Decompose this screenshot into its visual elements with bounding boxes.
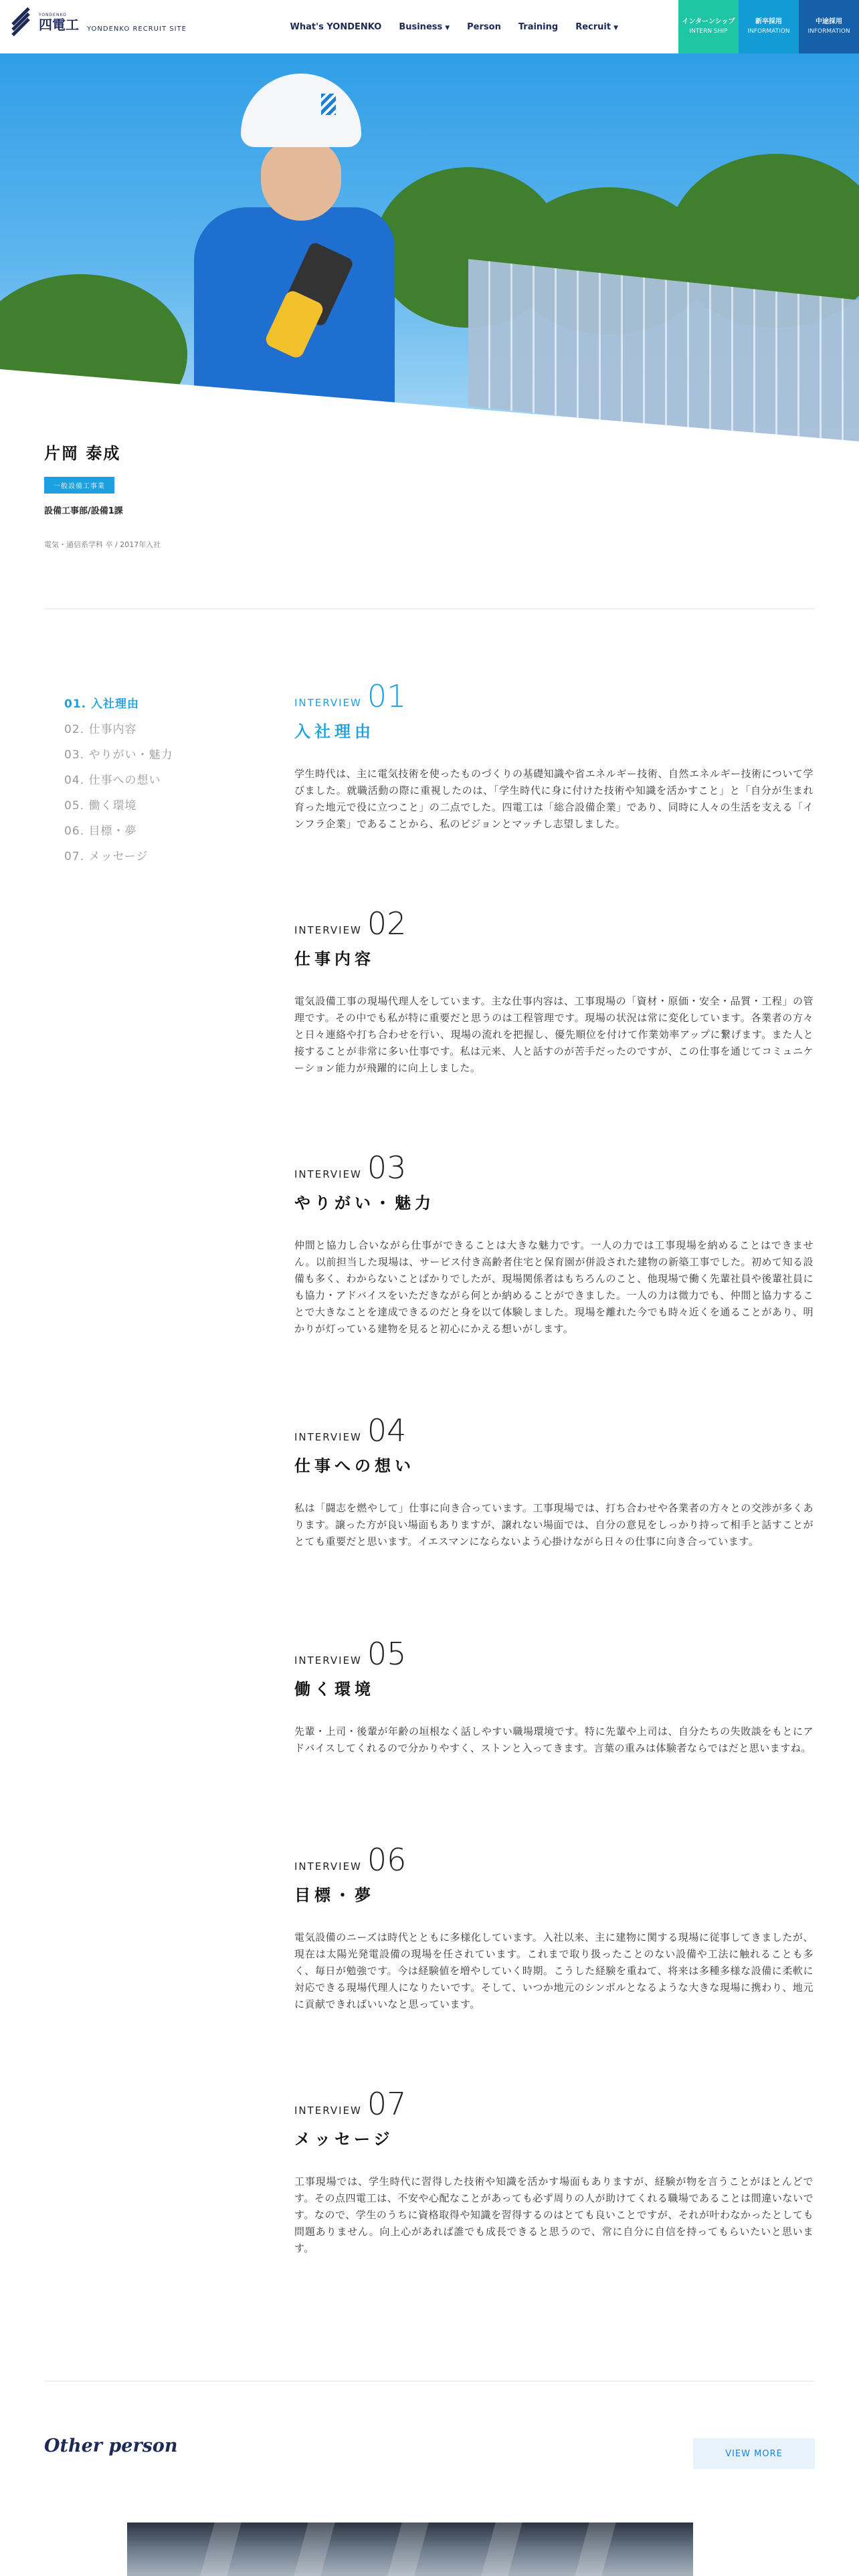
logo[interactable] [9, 11, 79, 33]
interview-label: INTERVIEW [294, 2105, 362, 2117]
interview-title: 仕事への想い [294, 1457, 415, 1475]
view-more-button[interactable]: VIEW MORE [693, 2438, 815, 2469]
interview-section-04 [294, 1410, 814, 1550]
caret-down-icon: ▼ [445, 24, 450, 31]
interview-section-02 [294, 903, 814, 1077]
department: 設備工事部/設備1課 [44, 506, 123, 516]
category-badge: 一般設備工事業 [44, 477, 114, 494]
interview-number: 07 [367, 2086, 407, 2122]
interview-text: 工事現場では、学生時代に習得した技術や知識を活かす場面もありますが、経験が物を言うことがほとんどです。その点四電工は、不安や心配なことがあっても必ず周りの人が助けてくれる職場であることは間違いないです。なので、学生のうちに資格取得や知識を習得するのはとても良いことですが、それが叶わなかったとしても問題ありません。向上心があれば誰でも成長できると思うので、常に自分に自信を持ってもらいたいと思います。 [294, 2175, 814, 2254]
interview-number: 06 [367, 1842, 407, 1878]
logo-sub: YONDENKO [39, 12, 67, 17]
interview-section-06 [294, 1839, 814, 2013]
hero-image [0, 53, 859, 441]
nav-business[interactable]: Business ▼ [399, 21, 450, 32]
interview-text: 電気設備のニーズは時代とともに多様化しています。入社以来、主に建物に関する現場に従事してきましたが、現在は太陽光発電設備の現場を任されています。これまで取り扱ったことのない設備や工法に触れることも多く、毎日が勉強です。今は経験値を増やしていく時期。こうした経験を重ねて、将来は多種多様な設備に柔軟に対応できる現場代理人になりたいです。そして、いつか地元のシンボルとなるような大きな現場に携わり、地元に貢献できればいいなと思っています。 [294, 1931, 814, 2010]
site-header [0, 0, 859, 53]
toc-item-02[interactable]: 02. 仕事内容 [64, 723, 137, 736]
internship-button[interactable]: インターンシップ INTERN SHIP [678, 0, 739, 53]
interview-section-07 [294, 2083, 814, 2257]
toc-item-04[interactable]: 04. 仕事への想い [64, 774, 161, 787]
new-graduate-button[interactable]: 新卒採用 INFORMATION [739, 0, 799, 53]
interview-text: 先輩・上司・後輩が年齢の垣根なく話しやすい職場環境です。特に先輩や上司は、自分たちの失敗談をもとにアドバイスしてくれるので分かりやすく、ストンと入ってきます。言葉の重みは体験者ならではだと思いますね。 [294, 1725, 814, 1754]
career-hire-button[interactable]: 中途採用 INFORMATION [799, 0, 859, 53]
interview-title: 入社理由 [294, 722, 375, 741]
interview-text: 私は「闘志を燃やして」仕事に向き合っています。工事現場では、打ち合わせや各業者の方々との交渉が多くあります。譲った方が良い場面もありますが、譲れない場面では、自分の意見をしっかり持って相手と話すことがとても重要だと思います。イエスマンにならないよう心掛けながら日々の仕事に向き合っています。 [294, 1502, 814, 1547]
other-person-card-image[interactable] [127, 2523, 693, 2576]
interview-number: 04 [367, 1412, 407, 1448]
interview-title: 目標・夢 [294, 1886, 375, 1905]
interview-text: 学生時代は、主に電気技術を使ったものづくりの基礎知識や省エネルギー技術、自然エネルギー技術について学びました。就職活動の際に重視したのは、「学生時代に身に付けた技術や知識を活かすこと」と「自分が生まれ育った地元で役に立つこと」の二点でした。四電工は「総合設備企業」であり、同時に人々の生活を支える「インフラ企業」であることから、私のビジョンとマッチし志望しました。 [294, 768, 814, 830]
interview-label: INTERVIEW [294, 1860, 362, 1872]
interview-text: 仲間と協力し合いながら仕事ができることは大きな魅力です。一人の力では工事現場を納めることはできません。以前担当した現場は、サービス付き高齢者住宅と保育園が併設された建物の新築工事でした。初めて知る設備も多く、わからないことばかりでしたが、現場関係者はもちろんのこと、他現場で働く先輩社員や後輩社員にも協力・アドバイスをいただきながら何とか納めることができました。一人の力は微力でも、仲間と協力することで大きなことを達成できるのだと身を以て体験しました。現場を離れた今でも時々近くを通ることがあり、明かりが灯っている建物を見ると初心にかえる想いがします。 [294, 1239, 814, 1335]
main-nav [290, 0, 618, 53]
toc-item-06[interactable]: 06. 目標・夢 [64, 825, 137, 838]
interview-number: 03 [367, 1150, 407, 1186]
interview-title: メッセージ [294, 2130, 394, 2149]
site-name: YONDENKO RECRUIT SITE [87, 25, 187, 33]
nav-person[interactable]: Person [467, 21, 501, 32]
interview-section-03 [294, 1147, 814, 1337]
interview-label: INTERVIEW [294, 1431, 362, 1443]
logo-main: 四電工 [39, 16, 79, 33]
interview-text: 電気設備工事の現場代理人をしています。主な仕事内容は、工事現場の「資材・原価・安全・品質・工程」の管理です。その中でも私が特に重要だと思うのは工程管理です。現場の状況は常に変化しています。各業者の方々と日々連絡や打ち合わせを行い、現場の流れを把握し、優先順位を付けて作業効率アップに繋げます。また人と接することが非常に多い仕事です。私は元来、人と話すのが苦手だったのですが、この仕事を通じてコミュニケーション能力が飛躍的に向上しました。 [294, 995, 814, 1074]
interview-section-01 [294, 675, 814, 833]
education-history: 電気・通信系学科 卒 / 2017年入社 [44, 540, 161, 549]
interview-section-05 [294, 1633, 814, 1757]
interview-title: 働く環境 [294, 1680, 375, 1699]
interview-label: INTERVIEW [294, 1654, 362, 1667]
toc-item-05[interactable]: 05. 働く環境 [64, 799, 137, 813]
nav-recruit[interactable]: Recruit ▼ [575, 21, 618, 32]
interview-number: 05 [367, 1636, 407, 1672]
caret-down-icon: ▼ [613, 24, 618, 31]
interview-label: INTERVIEW [294, 924, 362, 936]
interview-toc [64, 695, 173, 873]
toc-item-07[interactable]: 07. メッセージ [64, 850, 149, 863]
interview-label: INTERVIEW [294, 697, 362, 709]
interview-number: 01 [367, 678, 407, 714]
nav-whats-yondenko[interactable]: What's YONDENKO [290, 21, 382, 32]
interview-number: 02 [367, 905, 407, 942]
nav-training[interactable]: Training [518, 21, 559, 32]
other-person-heading: Other person [44, 2436, 178, 2456]
interview-title: やりがい・魅力 [294, 1194, 435, 1212]
employee-name: 片岡 泰成 [44, 444, 121, 463]
logo-mark-icon [9, 11, 32, 33]
interview-title: 仕事内容 [294, 950, 375, 968]
toc-item-01[interactable]: 01. 入社理由 [64, 697, 140, 711]
toc-item-03[interactable]: 03. やりがい・魅力 [64, 748, 173, 762]
thermal-camera [268, 247, 368, 348]
interview-label: INTERVIEW [294, 1168, 362, 1180]
